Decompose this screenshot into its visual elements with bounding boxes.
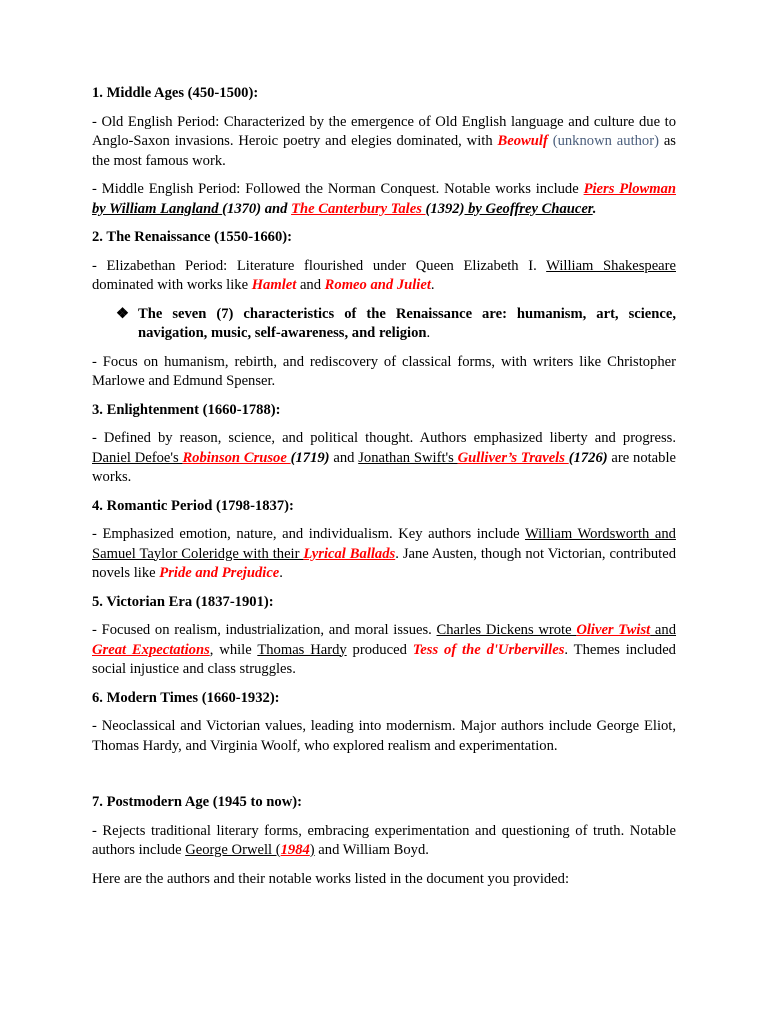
text: and bbox=[329, 449, 359, 466]
paragraph-modern: - Neoclassical and Victorian values, leading into modernism. Major authors include George Eliot, Thomas Hardy, and Virginia Woolf, who explored realism and experimentation. bbox=[92, 718, 676, 754]
section-heading-middle-ages: 1. Middle Ages (450-1500): bbox=[92, 85, 259, 101]
paragraph-romantic bbox=[92, 525, 676, 584]
text: - Middle English Period: Followed the Norman Conquest. Notable works include bbox=[92, 181, 584, 197]
paragraph-middle-english bbox=[92, 180, 676, 219]
work-title-piers-plowman: Piers Plowman bbox=[583, 181, 677, 197]
text: and William Boyd. bbox=[314, 842, 429, 858]
work-title-canterbury-tales: The Canterbury Tales bbox=[291, 200, 426, 217]
paragraph-enlightenment bbox=[92, 429, 676, 488]
text: are notable works. bbox=[92, 449, 676, 485]
text: and bbox=[650, 622, 677, 638]
text: and bbox=[296, 277, 325, 293]
section-heading-victorian: 5. Victorian Era (1837-1901): bbox=[92, 593, 274, 610]
text: dominated with works like bbox=[92, 277, 252, 293]
text: - Defined by reason, science, and political thought. Authors emphasized liberty and progress. bbox=[92, 430, 676, 446]
work-title-gullivers-travels: Gulliver’s Travels bbox=[457, 449, 569, 466]
author-hardy: Thomas Hardy bbox=[257, 641, 347, 658]
text: . bbox=[592, 200, 597, 217]
bullet-renaissance-characteristics bbox=[92, 305, 676, 344]
work-title-tess: Tess of the d'Urbervilles bbox=[412, 641, 565, 658]
text: (1370) and bbox=[222, 200, 292, 217]
work-title-robinson-crusoe: Robinson Crusoe bbox=[182, 449, 291, 466]
author-shakespeare: William Shakespeare bbox=[546, 257, 676, 274]
work-title-great-expectations: Great Expectations bbox=[92, 641, 210, 658]
text: - Rejects traditional literary forms, embracing experimentation and questioning of truth. Notable authors include bbox=[92, 822, 676, 858]
author-orwell: George Orwell ( bbox=[185, 842, 281, 858]
year: (1726) bbox=[568, 449, 608, 466]
diamond-bullet-icon: ❖ bbox=[116, 305, 130, 322]
work-title-oliver-twist: Oliver Twist bbox=[576, 622, 651, 638]
paragraph-victorian bbox=[92, 621, 676, 680]
paragraph-postmodern bbox=[92, 822, 676, 861]
text: - Focused on realism, industrialization, and moral issues. bbox=[92, 622, 437, 638]
text: . Jane Austen, though not Victorian, contributed novels like bbox=[92, 545, 676, 581]
text: as the most famous work. bbox=[92, 133, 676, 169]
section-heading-modern: 6. Modern Times (1660-1932): bbox=[92, 689, 280, 706]
paragraph-closing: Here are the authors and their notable works listed in the document you provided: bbox=[92, 870, 569, 887]
section-heading-enlightenment: 3. Enlightenment (1660-1788): bbox=[92, 401, 281, 418]
text: . Themes included social injustice and class struggles. bbox=[92, 641, 676, 677]
work-title-pride-prejudice: Pride and Prejudice bbox=[159, 565, 280, 581]
author-note: (unknown author) bbox=[552, 133, 659, 149]
document-page bbox=[92, 84, 676, 898]
text: . bbox=[279, 565, 283, 581]
text: , while bbox=[209, 641, 258, 658]
text: - Old English Period: Characterized by the emergence of Old English language and culture due to Anglo-Saxon invasions. Heroic poetry and elegies dominated, with bbox=[92, 113, 676, 149]
author-dickens: Charles Dickens wrote bbox=[436, 622, 577, 638]
work-title-1984: 1984 bbox=[280, 842, 310, 858]
section-heading-romantic: 4. Romantic Period (1798-1837): bbox=[92, 497, 294, 514]
work-title-beowulf: Beowulf bbox=[497, 133, 548, 149]
section-heading-renaissance: 2. The Renaissance (1550-1660): bbox=[92, 229, 292, 245]
text: . bbox=[430, 277, 435, 293]
work-title-romeo-juliet: Romeo and Juliet bbox=[324, 277, 431, 293]
text: . bbox=[426, 325, 431, 341]
section-heading-postmodern: 7. Postmodern Age (1945 to now): bbox=[92, 794, 302, 810]
paragraph-old-english bbox=[92, 113, 676, 172]
paragraph-elizabethan bbox=[92, 257, 676, 296]
authors-wordsworth-coleridge: William Wordsworth and Samuel Taylor Coleridge with their bbox=[92, 526, 676, 562]
author-defoe: Daniel Defoe's bbox=[92, 449, 183, 466]
text: The seven (7) characteristics of the Renaissance are bbox=[138, 305, 503, 322]
text: - Emphasized emotion, nature, and individualism. Key authors include bbox=[92, 526, 525, 542]
work-title-lyrical-ballads: Lyrical Ballads bbox=[303, 545, 396, 562]
text: - Elizabethan Period: Literature flourished under Queen Elizabeth I. bbox=[92, 257, 547, 274]
text: produced bbox=[346, 641, 413, 658]
year: (1719) bbox=[290, 449, 330, 466]
text: ) bbox=[309, 842, 315, 858]
author-swift: Jonathan Swift's bbox=[358, 449, 458, 466]
paragraph-humanism: - Focus on humanism, rebirth, and rediscovery of classical forms, with writers like Christopher Marlowe and Edmund Spenser. bbox=[92, 353, 676, 389]
year: (1392) bbox=[425, 200, 465, 217]
text: : humanism, art, science, navigation, music, self-awareness, and religion bbox=[138, 305, 676, 341]
author-langland: by William Langland bbox=[92, 200, 223, 217]
author-chaucer: by Geoffrey Chaucer bbox=[464, 200, 593, 217]
spacer bbox=[92, 765, 676, 793]
work-title-hamlet: Hamlet bbox=[251, 277, 297, 293]
